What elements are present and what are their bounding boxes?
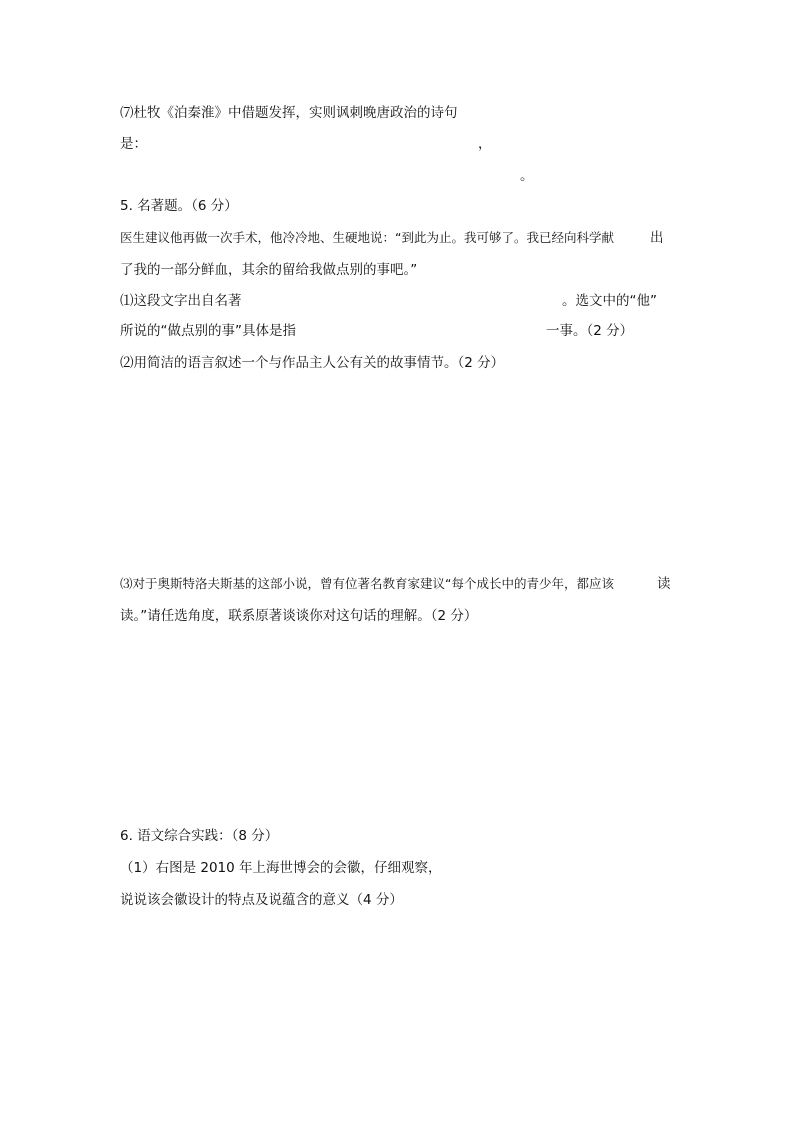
q4-item7-period: 。 (520, 168, 534, 184)
q5-passage-line1-end: 出 (650, 230, 664, 246)
q6-heading: 6. 语文综合实践：（8 分） (120, 828, 279, 844)
q5-sub3-line1-end: 读 (657, 576, 671, 592)
q4-item7-prompt: ⑺杜牧《泊秦淮》中借题发挥，实则讽刺晚唐政治的诗句 (120, 105, 458, 121)
q5-sub1-line2-end: 一事。（2 分） (546, 323, 634, 339)
q5-sub1-line1: ⑴这段文字出自名著 (120, 293, 242, 309)
q5-heading: 5. 名著题。（6 分） (120, 198, 238, 214)
q5-passage-line1: 医生建议他再做一次手术，他冷冷地、生硬地说：“到此为止。我可够了。我已经向科学献 (120, 230, 614, 245)
q5-sub3-line2: 读。”请任选角度，联系原著谈谈你对这句话的理解。（2 分） (120, 608, 478, 624)
q5-sub3-line1: ⑶对于奥斯特洛夫斯基的这部小说，曾有位著名教育家建议“每个成长中的青少年，都应该 (120, 576, 614, 591)
q5-sub1-line1-end: 。选文中的“他” (562, 293, 657, 309)
q5-sub2: ⑵用简洁的语言叙述一个与作品主人公有关的故事情节。（2 分） (120, 355, 505, 371)
q6-sub1-line2: 说说该会徽设计的特点及说蕴含的意义（4 分） (120, 892, 403, 908)
q5-passage-line2: 了我的一部分鲜血，其余的留给我做点别的事吧。” (120, 262, 418, 278)
q4-item7-answer-label: 是： (120, 136, 147, 152)
q6-sub1-line1: （1）右图是 2010 年上海世博会的会徽，仔细观察， (120, 860, 442, 876)
q5-sub1-line2: 所说的“做点别的事”具体是指 (120, 323, 296, 339)
q4-item7-comma: ， (478, 136, 492, 152)
